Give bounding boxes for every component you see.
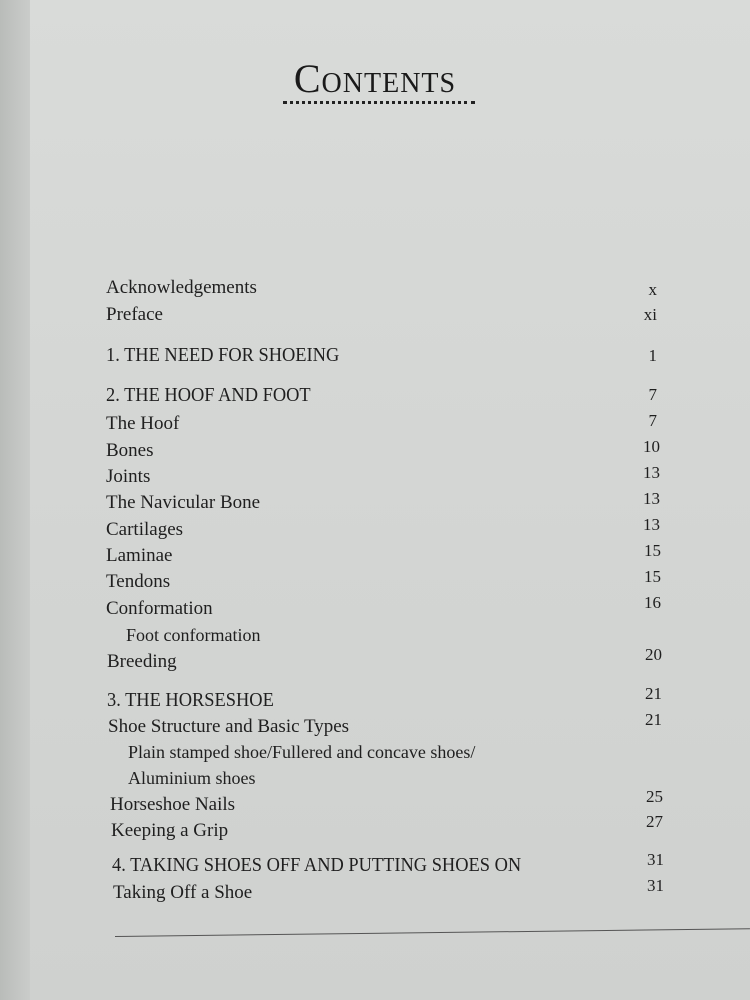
toc-page-number: 20 bbox=[645, 645, 662, 664]
toc-page-number: 7 bbox=[648, 385, 657, 404]
toc-entry-tendons: Tendons bbox=[106, 571, 171, 592]
toc-entry-shoe-structure: Shoe Structure and Basic Types bbox=[108, 716, 350, 737]
toc-entry-horseshoe-nails: Horseshoe Nails bbox=[110, 794, 236, 815]
toc-page-number: 31 bbox=[647, 876, 664, 895]
toc-page-number: 25 bbox=[646, 787, 663, 806]
toc-entry-taking-off-a-shoe: Taking Off a Shoe bbox=[113, 882, 253, 903]
toc-entry-the-hoof: The Hoof bbox=[106, 413, 180, 434]
toc-entry-navicular-bone: The Navicular Bone bbox=[106, 492, 261, 513]
toc-page-number: 15 bbox=[644, 567, 661, 586]
toc-entry-conformation: Conformation bbox=[106, 598, 213, 619]
toc-page-number: 10 bbox=[643, 437, 660, 456]
toc-subentry-aluminium-shoes: Aluminium shoes bbox=[128, 768, 256, 788]
toc-chapter-1: 1. THE NEED FOR SHOEING bbox=[106, 344, 340, 366]
toc-entry-keeping-a-grip: Keeping a Grip bbox=[111, 820, 229, 841]
toc-page-number: 15 bbox=[644, 541, 661, 560]
toc-page-number: xi bbox=[643, 305, 657, 324]
toc-page-number: 13 bbox=[643, 489, 660, 508]
toc-page-number: 13 bbox=[643, 463, 660, 482]
toc-chapter-3: 3. THE HORSESHOE bbox=[107, 689, 274, 711]
toc-entry-acknowledgements: Acknowledgements bbox=[106, 277, 257, 298]
toc-page-number: 27 bbox=[646, 812, 663, 831]
toc-page-number: 16 bbox=[644, 593, 661, 612]
toc-entry-bones: Bones bbox=[106, 440, 154, 461]
toc-entry-cartilages: Cartilages bbox=[106, 519, 184, 540]
toc-page-number: 13 bbox=[643, 515, 660, 534]
toc-entry-breeding: Breeding bbox=[107, 651, 177, 672]
toc-page-number: x bbox=[648, 280, 657, 299]
toc-entry-laminae: Laminae bbox=[106, 545, 173, 566]
toc-subentry-shoe-types: Plain stamped shoe/Fullered and concave shoes/ bbox=[128, 742, 476, 762]
toc-entry-preface: Preface bbox=[106, 304, 163, 325]
toc-page-number: 21 bbox=[645, 684, 662, 703]
toc-chapter-4: 4. TAKING SHOES OFF AND PUTTING SHOES ON bbox=[112, 854, 522, 876]
toc-page-number: 7 bbox=[648, 411, 657, 430]
toc-subentry-foot-conformation: Foot conformation bbox=[126, 625, 261, 645]
toc-chapter-2: 2. THE HOOF AND FOOT bbox=[106, 384, 311, 406]
toc-entry-joints: Joints bbox=[106, 466, 151, 487]
toc-page-number: 31 bbox=[647, 850, 664, 869]
toc-page-number: 21 bbox=[645, 710, 662, 729]
page-title: Contents bbox=[293, 56, 457, 101]
toc-page-number: 1 bbox=[648, 346, 657, 365]
